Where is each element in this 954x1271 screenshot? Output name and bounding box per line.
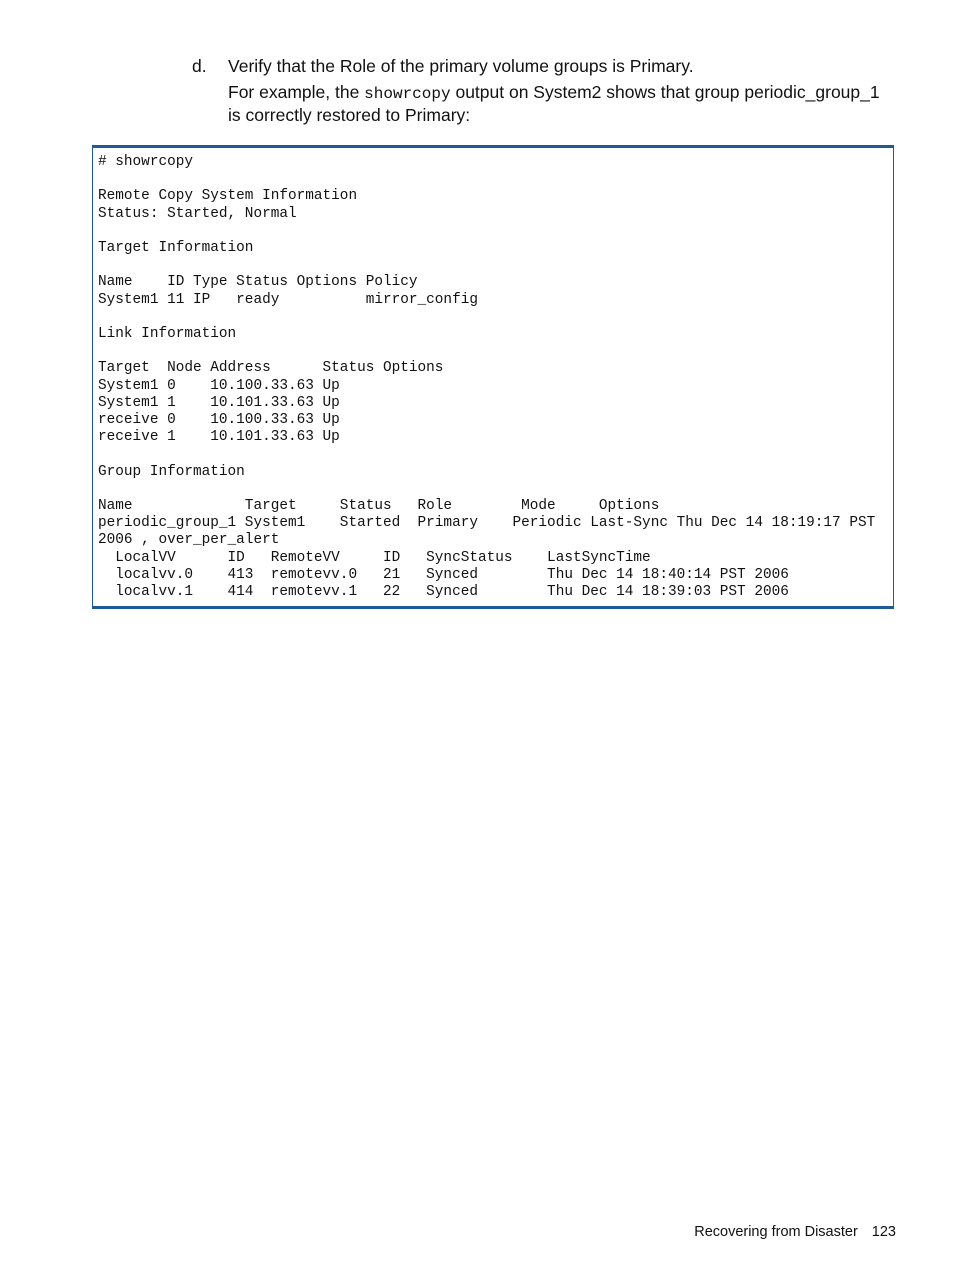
- footer-section-title: Recovering from Disaster: [694, 1224, 858, 1240]
- code-line: System1 11 IP ready mirror_config: [98, 291, 478, 308]
- step-instruction: Verify that the Role of the primary volume groups is Primary.: [228, 56, 694, 76]
- example-command: showrcopy: [364, 85, 451, 103]
- code-line: Name ID Type Status Options Policy: [98, 274, 418, 291]
- step-letter: d.: [192, 56, 207, 76]
- example-prefix: For example, the: [228, 82, 365, 102]
- code-line: LocalVV ID RemoteVV ID SyncStatus LastSyncTime: [98, 549, 651, 566]
- code-line: Link Information: [98, 326, 237, 343]
- example-paragraph: [228, 82, 892, 126]
- code-line: Name Target Status Role Mode Options: [98, 498, 660, 515]
- code-line: localvv.1 414 remotevv.1 22 Synced Thu Dec 14 18:39:03 PST 2006: [98, 584, 789, 601]
- code-block: [98, 154, 875, 601]
- page-number: 123: [871, 1224, 896, 1240]
- code-line: # showrcopy: [98, 154, 193, 170]
- code-line: System1 1 10.101.33.63 Up: [98, 394, 340, 411]
- code-line: receive 0 10.100.33.63 Up: [98, 412, 340, 429]
- example-suffix: output on System2 shows that group periodic_group_1 is correctly restored to Primary:: [228, 82, 880, 125]
- code-line: periodic_group_1 System1 Started Primary Periodic Last-Sync Thu Dec 14 18:19:17 PST: [98, 515, 876, 532]
- code-line: Status: Started, Normal: [98, 205, 297, 222]
- code-line: Target Node Address Status Options: [98, 360, 444, 377]
- code-example-box: [92, 145, 894, 609]
- code-line: receive 1 10.101.33.63 Up: [98, 429, 340, 446]
- code-line: Remote Copy System Information: [98, 188, 358, 205]
- code-line: Target Information: [98, 240, 254, 257]
- code-line: 2006 , over_per_alert: [98, 532, 280, 549]
- code-line: Group Information: [98, 463, 245, 480]
- page-footer: [694, 1222, 896, 1242]
- code-line: System1 0 10.100.33.63 Up: [98, 377, 340, 394]
- code-line: localvv.0 413 remotevv.0 21 Synced Thu Dec 14 18:40:14 PST 2006: [98, 566, 789, 583]
